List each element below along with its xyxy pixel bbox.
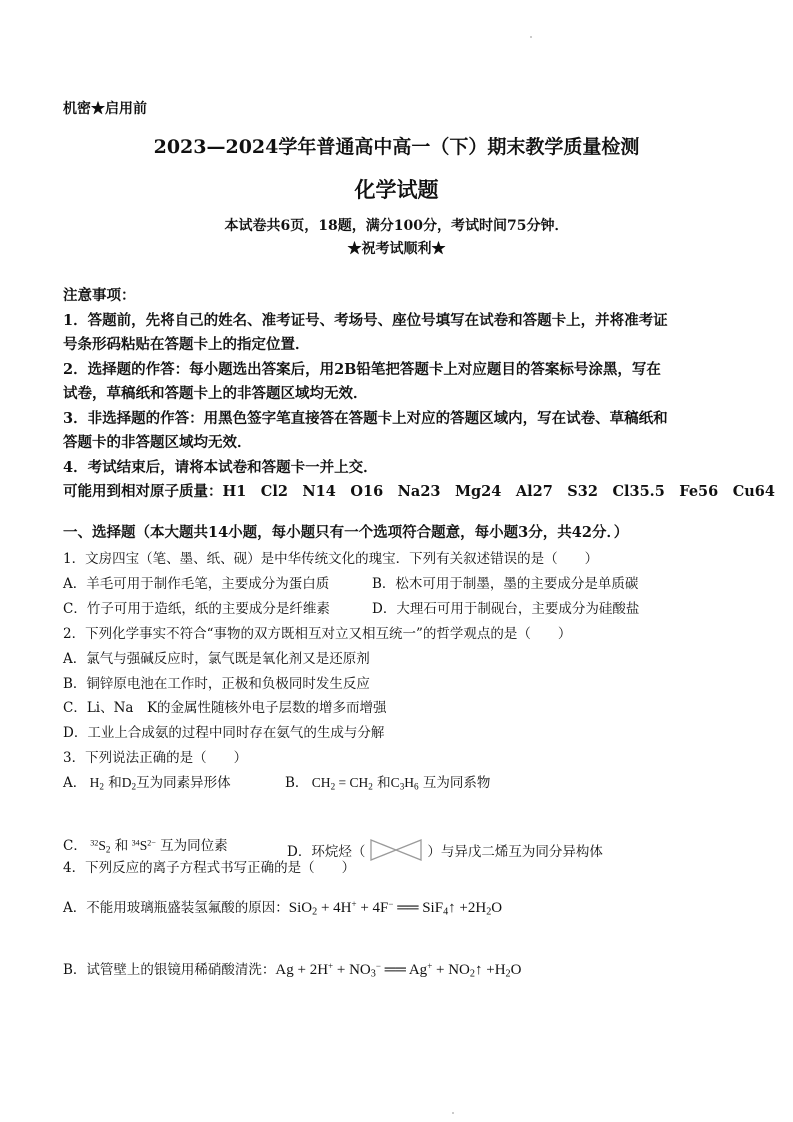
q2-option-c: C．Li、Na K的金属性随核外电子层数的增多而增强 (63, 700, 387, 716)
q3-option-d-text: ）与异戊二烯互为同分异构体 (427, 844, 603, 860)
section-1-heading: 一、选择题（本大题共14小题，每小题只有一个选项符合题意，每小题3分，共42分．） (63, 524, 629, 541)
q3-option-a-text: 互为同素异形体 (136, 775, 231, 791)
q4-a-equation: SiO$_2$ + 4H+ + 4F− ══ SiF$_4$↑ $+2H_2O$ (288, 899, 503, 918)
exam-title: 2023—2024学年普通高中高一（下）期末教学质量检测 (153, 136, 640, 158)
q1-stem: 1．文房四宝（笔、墨、纸、砚）是中华传统文化的瑰宝．下列有关叙述错误的是（ ） (63, 551, 599, 567)
q3-option-b (285, 771, 490, 791)
subject-title: 化学试题 (354, 177, 439, 202)
confidential-label: 机密★启用前 (63, 101, 147, 117)
q3-option-a (63, 771, 231, 791)
scan-speck (452, 1112, 454, 1114)
q3-option-b-label: B． (285, 775, 309, 791)
q3-c-and: 和 (114, 838, 129, 854)
note-1-line-1: 1．答题前，先将自己的姓名、准考证号、考场号、座位号填写在试卷和答题卡上，并将准考证 (63, 312, 668, 329)
q3-option-c-text: 互为同位素 (160, 838, 228, 854)
q4-option-b-label: B．试管壁上的银镜用稀硝酸清洗： (63, 962, 276, 978)
q3-c-formula-s-ion: $^{34}S^{2-}$ (131, 838, 156, 853)
q2-option-d: D．工业上合成氨的过程中同时存在氨气的生成与分解 (63, 725, 385, 741)
note-2-line-2: 试卷，草稿纸和答题卡上的非答题区域均无效． (63, 385, 368, 402)
notes-heading: 注意事项： (63, 287, 136, 304)
note-4: 4．考试结束后，请将本试卷和答题卡一并上交． (63, 459, 378, 476)
q3-option-d-label: D．环烷烃（ (287, 844, 366, 860)
q3-b-formula-propene: $C_3H_6$ (390, 775, 419, 792)
q3-option-a-label: A． (63, 775, 87, 791)
q1-option-b: B．松木可用于制墨，墨的主要成分是单质碳 (372, 576, 639, 592)
q3-b-and: 和 (377, 775, 391, 791)
q4-b-equation: $Ag + 2H^+ + NO_3^-$ ══ $Ag^+ + NO_2↑ +H_2O$ (275, 961, 522, 980)
note-1-line-2: 号条形码粘贴在答题卡上的指定位置． (63, 336, 310, 353)
q4-option-b (63, 958, 521, 980)
q1-option-d: D．大理石可用于制砚台，主要成分为硅酸盐 (372, 601, 640, 617)
q4-stem: 4．下列反应的离子方程式书写正确的是（ ） (63, 860, 356, 876)
note-3-line-1: 3．非选择题的作答：用黑色签字笔直接答在答题卡上对应的答题区域内，写在试卷、草稿纸和 (63, 410, 668, 427)
spiro-cycloalkane-structure-icon (365, 834, 427, 866)
exam-info: 本试卷共6页，18题，满分100分，考试时间75分钟． (224, 218, 569, 234)
q1-option-c: C．竹子可用于造纸，纸的主要成分是纤维素 (63, 601, 330, 617)
q3-a-formula-h2: $H_2$ (86, 775, 104, 792)
q4-option-a (63, 896, 502, 918)
atomic-masses: 可能用到相对原子质量：H1 Cl2 N14 O16 Na23 Mg24 Al27 S32 Cl35.5 Fe56 Cu64 (63, 483, 775, 500)
q2-option-a: A．氯气与强碱反应时，氯气既是氧化剂又是还原剂 (63, 651, 370, 667)
q3-a-and: 和 (108, 775, 122, 791)
q3-option-b-text: 互为同系物 (422, 775, 491, 791)
q4-option-a-label: A．不能用玻璃瓶盛装氢氟酸的原因： (63, 900, 289, 916)
q3-c-formula-s2: $^{32}S_2$ (90, 838, 111, 855)
q2-option-b: B．铜锌原电池在工作时，正极和负极同时发生反应 (63, 676, 370, 692)
q3-a-formula-d2: $D_2$ (121, 775, 137, 792)
q1-option-a: A．羊毛可用于制作毛笔，主要成分为蛋白质 (63, 576, 330, 592)
q3-option-c (63, 834, 228, 854)
exam-wish: ★祝考试顺利★ (347, 241, 446, 257)
q3-b-formula-ethene: $CH_2 = CH_2$ (308, 775, 373, 792)
q3-option-c-label: C． (63, 838, 87, 854)
note-2-line-1: 2．选择题的作答：每小题选出答案后，用2B铅笔把答题卡上对应题目的答案标号涂黑，写在 (63, 361, 661, 378)
scan-speck (530, 36, 532, 38)
note-3-line-2: 答题卡的非答题区域均无效． (63, 434, 252, 451)
q3-stem: 3．下列说法正确的是（ ） (63, 750, 248, 766)
q2-stem: 2．下列化学事实不符合“事物的双方既相互对立又相互统一”的哲学观点的是（ ） (63, 626, 572, 642)
